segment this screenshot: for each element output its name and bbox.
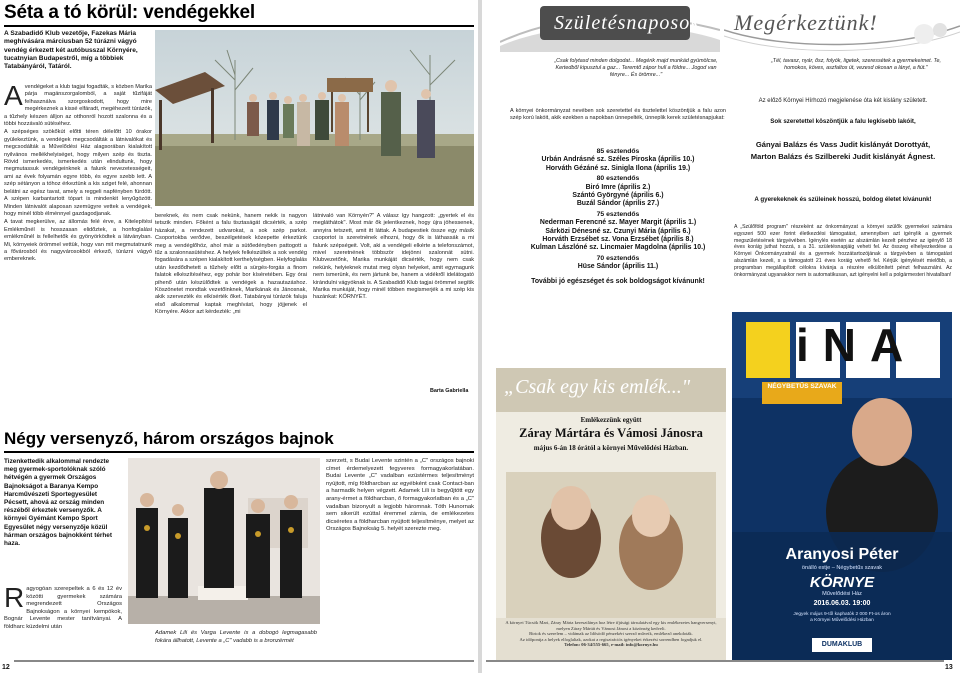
birthday-banner-title: Születésnaposok xyxy=(554,12,701,34)
comedy-ad-info-line: a Környei Művelődési Házban xyxy=(810,618,874,623)
comedy-ad-place: KÖRNYE xyxy=(809,574,875,591)
page-bar xyxy=(486,660,944,662)
arrivals-text: A „Szülőföld program" részeként az önkormányzat a környei szülők gyermekei számára egyszeri 500 ezer forint életkezdési támogatást, amennyiben azt igénylik a gyermek megszületésének tárgyévében. Igénylés esetén az alszámlán kezelt pénzhez az igénylő 18 éves koráig juthat hozzá, s a 31. születésnapjáig veheti fel. Az összeg elhelyezkedése a Környei Önkormányzatnál és a gyermek hozzátartozójának a tárgyévben a támogatást alszámlán kezeli, s a támogatott 21 éves koráig vehető fel. Kérjük igénylését mielőbb, a programban megállapított célokra kívánja a részére elkülönített pénzt felhasználni. Az önkormányzat ugyanakkor nem is automatikusan, azt igényelni kell a polgármesteri hivatalban! xyxy=(734,224,952,278)
age-heading: 80 esztendős xyxy=(596,175,640,183)
arrivals-banner xyxy=(724,0,960,52)
baby-list xyxy=(734,140,952,161)
page-bar xyxy=(14,660,474,662)
birthday-intro: A környei önkormányzat nevében sok szeretettel és tisztelettel köszöntjük a falu azon szép korú lakóit, akik ezekben a napokban ünnepelték, ünneplik kerek születésnapjukat: xyxy=(510,108,726,122)
memorial-ad-footer-line: Birtok és szerelem – vidámak az Idősödő pénzekért szerző műveik, emlékező anekdoták. xyxy=(529,631,693,637)
arrivals-banner-title: Megérkeztünk! xyxy=(734,10,878,35)
article-column-2: bereknek, és nem csak nekünk, hanem nekik is nagyon tetszik minden. Főként a falu tisztaságát dicsérték, a szép házakat, a rendezett udvarokat, a sok szép parkot. Csoportokba verődve, beszélgetések közepette érkeztünk meg a vendéglőhöz, ahol már a sütőedényben pattogott a tűz a szalonnasütéshez. A helyiek felkészültek a sok vendég fogadására a szépen kialakított kerthelyiségben. Helyfoglalás után kezdődhetett a tűzhely előtt a sürgés-forgás a finom falatok elkészítéséhez, egy pohár bor kíséretében. Egy órai pihenő után készülődtek a vendégek a hazautazáshoz. Köszönetet mondtak vezetőinknek, Marikának és Jánosnak, akik szervezték és elkísérték őket. Tatabányai túrázók faluja első alkalommal kaptak meghívást, hogy jöjjenek el Környére. Akkor azt kérdezték: „mi xyxy=(155,213,307,316)
dropcap: A xyxy=(4,84,23,111)
comedy-ad-subtitle: önálló estje – Négybetűs szavak xyxy=(801,565,883,571)
birthday-name: Kulman Lászlóné sz. Lincmaier Magdolna (április 10.) xyxy=(530,244,706,252)
hikers-photo-graphic xyxy=(155,30,474,206)
article2-column-1 xyxy=(4,586,122,658)
paragraph: A tavat megkerülve, az állomás felé érve, a Kitelepítési Emlékműnél is hosszasan elidőztek, a honfoglalási emlékműnél is fellelhetők és gyönyörködtek a látványban. Mi, környeiek örömmel vettük, hogy van mit megmutatnunk a fővárosból és nagyvárosokból érkező, túrázni vágyó embereknek. xyxy=(4,219,152,263)
kempo-photo xyxy=(128,458,320,624)
memorial-ad-line3: május 6-án 18 órától a környei Művelődési Házban. xyxy=(533,444,689,452)
birthday-list xyxy=(510,148,726,286)
title-rule-2 xyxy=(4,451,474,453)
age-heading: 70 esztendős xyxy=(596,254,640,262)
arrivals-intro: Az előző Környei Hírhozó megjelenése óta két kislány született. xyxy=(758,98,928,104)
memorial-ad-title: „Csak egy kis emlék..." xyxy=(504,376,691,398)
article2-column-3: szerzett, s Budai Levente szintén a „C" országos bajnoki címet érdemelyezett fegyveres formagyakorlatában. Budai Levente „C" vadalban ezüstérmes teljesítményt nyújtott, míg földharcban az egyébként csak Contact-ban a harmadik helyen végzett. Adamek Lili is begyűjtött egy arany-érmet a földharcban, ő formagyakorlatban és a „C" vadalban bizonyult a legjobb háromnak. Tóth Hunornak sem sikerült ezúttal éremmel zárnia, de emlékezetes dicséretes a földharcban nyújtott teljesítménye, melyet az Országos Bajnokság 5. helyét szerezte meg. xyxy=(326,458,474,533)
birthday-name: Urbán Andrásné sz. Széles Piroska (április 10.) xyxy=(541,156,695,164)
comedy-ad-info xyxy=(732,612,952,624)
comedy-ad-venue: Művelődési Ház xyxy=(822,591,862,597)
article-title-2: Négy versenyző, három országos bajnok xyxy=(4,429,334,448)
photo-caption: Adamek Lili és Varga Levente is a dobogó legmagasabb fokára állhatott, Levente a „C" vadabb is a bronzérmét xyxy=(155,630,317,644)
right-page xyxy=(482,0,960,673)
comedy-ad-tag: NÉGYBETŰS SZAVAK xyxy=(767,383,837,390)
memorial-ad-line1: Emlékezzünk együtt xyxy=(580,416,642,424)
memorial-concert-ad xyxy=(496,368,726,660)
birthday-name: Hüse Sándor (április 11.) xyxy=(577,263,659,271)
memorial-ad-line2: Záray Mártára és Vámosi Jánosra xyxy=(519,426,703,440)
age-heading: 85 esztendős xyxy=(596,148,640,155)
birthday-name: Szántó Györgyné (április 6.) xyxy=(572,192,664,200)
paragraph: A szépséges szökőkút előtti téren délelőtt 10 órakor gyülekeztünk, a vendégek megcsodálták a látnivalókat és megcsodálták a Művelődési Ház alagsorában kialakított nyilvános mellékhelyiséget, hogy milyen szép és tiszta. Rövid ismerkedés, ismerkedés után elindultunk, hogy megmutassuk vendégeinknek a falunk nevezetességeit, ami az évek folyamán egyre több, és egyre szebb lett. A szép sétányon a tóhoz érkeztünk a kis sziget felé, ahonnan belátni az egész tavat, amely a reggeli napfényben fürdött. A szépen karbantartott tópart is mindenkit lenyűgözött. Minden látnivalót alaposan szemügyre vettek a vendégek, hogy minél több élménnyel gazdagodjanak. xyxy=(4,129,152,217)
baby-name: Gányai Balázs és Vass Judit kislányát Dorottyát, xyxy=(755,140,931,149)
memorial-ad-graphic xyxy=(496,368,726,660)
comedy-ad-brand: iNA xyxy=(796,319,918,371)
title-rule xyxy=(4,25,474,27)
page-number: 12 xyxy=(2,664,10,671)
birthday-name: Horváth Erzsébet sz. Vona Erzsébet (április 8.) xyxy=(542,236,694,244)
page-number: 13 xyxy=(945,664,953,671)
birthday-name: Nederman Ferencné sz. Mayer Margit (április 1.) xyxy=(539,219,697,227)
memorial-ad-footer-line: Az időpontja a helyek elfoglaltak, azokat a regisztrációs igényeket érkezési sorrendben fogadjuk el. xyxy=(519,636,703,642)
dropcap: R xyxy=(4,586,25,613)
comedy-ad-logo: DUMAKLUB xyxy=(812,638,872,652)
arrivals-greeting: Sok szeretettel köszöntjük a falu legkisebb lakóit, xyxy=(770,118,916,125)
paragraph: vendégeket a klub tagjai fogadták, s közben Marika párja magánszorgalomból, a saját tűzifáját felhasználva szorgoskodott, hogy mire megérkeznek a kissé elfáradt, megéhezett túrázók, a tűzhely készen álljon az otthonról hozott szalonna és a többi hozzávaló sütéséhez. xyxy=(4,84,152,128)
birthday-name: Biró Imre (április 2.) xyxy=(585,183,651,191)
memorial-ad-footer xyxy=(504,620,718,648)
memorial-ad-footer-line: A környei Tücsök Mari, Záray Márta keresztlánya hoz létre ifjúsági társulatával egy kis emlékezetes hangversenyt, melyen Záray Mártát és Vámosi Jánost a közönség kedveli. xyxy=(505,620,717,631)
arrivals-poem: „Tél, tavasz, nyár, ősz, folyók, ligetek, szeressétek a gyermekeimet. Te, homokos, köves, aszfaltos út, vezesd okosan a lányt, a fiút." xyxy=(771,58,941,71)
article-column-1 xyxy=(4,84,152,414)
baby-wish: A gyerekeknek és szüleinek hosszú, boldog életet kívánunk! xyxy=(754,196,932,203)
birthday-name: Sárközi Dénesné sz. Czunyi Mária (április 6.) xyxy=(545,227,691,235)
article-column-3: látnivaló van Környén?" A válasz így hangzott: „gyertek el és megláthátok". Most már ők jelentkeznek, hogy újra jöhessenek, annyira tetszett, amit itt láttak. A budapestiek össze egy másik csoportot is szeretnének elhozni, hogy ők is láthassák a mi falunk szépségeit. Volt, aki a vendégeli elkérte a telefonszámot, mivel szeretnének többször idejönni szalonnát sütni. Klubvezetőnk, Marika munkáját dicsérték, hogy nem csak nekünk, helyieknek mutat meg olyan helyeket, amit egymagunk nem ismerünk, és nem jártunk be, hanem a vidékről idelátogató kirándulni vágyóknak is. A Szabadidő Klub tagjai örömmel segítik Marika munkáját, hogy minél többen megismerjék a mi szép kis hazánkat: KÖRNYÉT. xyxy=(313,213,474,301)
comedy-show-ad xyxy=(732,312,952,660)
article-lead-2: Tizenkettedik alkalommal rendezte meg gyermek-sportolóknak szóló hétvégén a gyermek Országos Bajnokságot a Baranya Kempo Harcművészeti Sportegyesület Pécsett, ahová az ország minden részéből érkeztek versenyzők. A környei Gyémánt Kempo Sport Egyesület négy versenyzője közül hárman országos bajnokként térhet haza. xyxy=(4,458,112,548)
left-page xyxy=(0,0,478,673)
birthday-wishes: További jó egészséget és sok boldogságot kívánunk! xyxy=(531,277,705,285)
article-lead: A Szabadidő Klub vezetője, Fazekas Mária meghívására márciusban 52 túrázni vágyó vendég érkezett két autóbusszal Környére, tucatnyian Budapestről, míg a többiek Tatabányáról, Tatáról. xyxy=(4,30,138,71)
birthday-banner xyxy=(500,0,720,52)
comedy-ad-info-line: Jegyek május 9-től kaphatók 2 000 Ft-os áron xyxy=(793,612,891,617)
age-heading: 75 esztendős xyxy=(596,210,640,218)
birthday-name: Buzál Sándor (április 27.) xyxy=(576,200,660,208)
hikers-photo xyxy=(155,30,474,206)
comedy-ad-datetime xyxy=(732,600,952,607)
memorial-ad-contact: Telefon: 06-34/555-665, e-mail: info@kornye.hu xyxy=(564,642,658,648)
paragraph: agyogóan szerepeltek a 6 és 12 év közötti gyermekek számára megrendezett Országos Bajnokságon a környei kempókok, Bognár Levente mester tanítványai. A földharc küzdelmi után xyxy=(4,586,122,630)
article-title: Séta a tó körül: vendégekkel xyxy=(4,2,255,23)
birthday-name: Horváth Gézáné sz. Sinigla Ilona (április 19.) xyxy=(545,164,691,172)
comedy-ad-date: 2016.06.03. xyxy=(813,600,851,607)
baby-name: Marton Balázs és Szilbereki Judit kislányát Ágnest. xyxy=(750,152,936,162)
byline: Barta Gabriella xyxy=(430,388,469,394)
birthday-poem: „Csak folytasd minden dolgodat... Megérik majd munkád gyümölcse, Kertedből kipusztul a gaz... Teremtő zápor hull a földre... Jogod van fényre... És örömre..." xyxy=(554,58,718,78)
kempo-photo-graphic xyxy=(128,458,320,624)
comedy-ad-name: Aranyosi Péter xyxy=(785,546,899,563)
comedy-ad-time: 19:00 xyxy=(852,600,871,607)
